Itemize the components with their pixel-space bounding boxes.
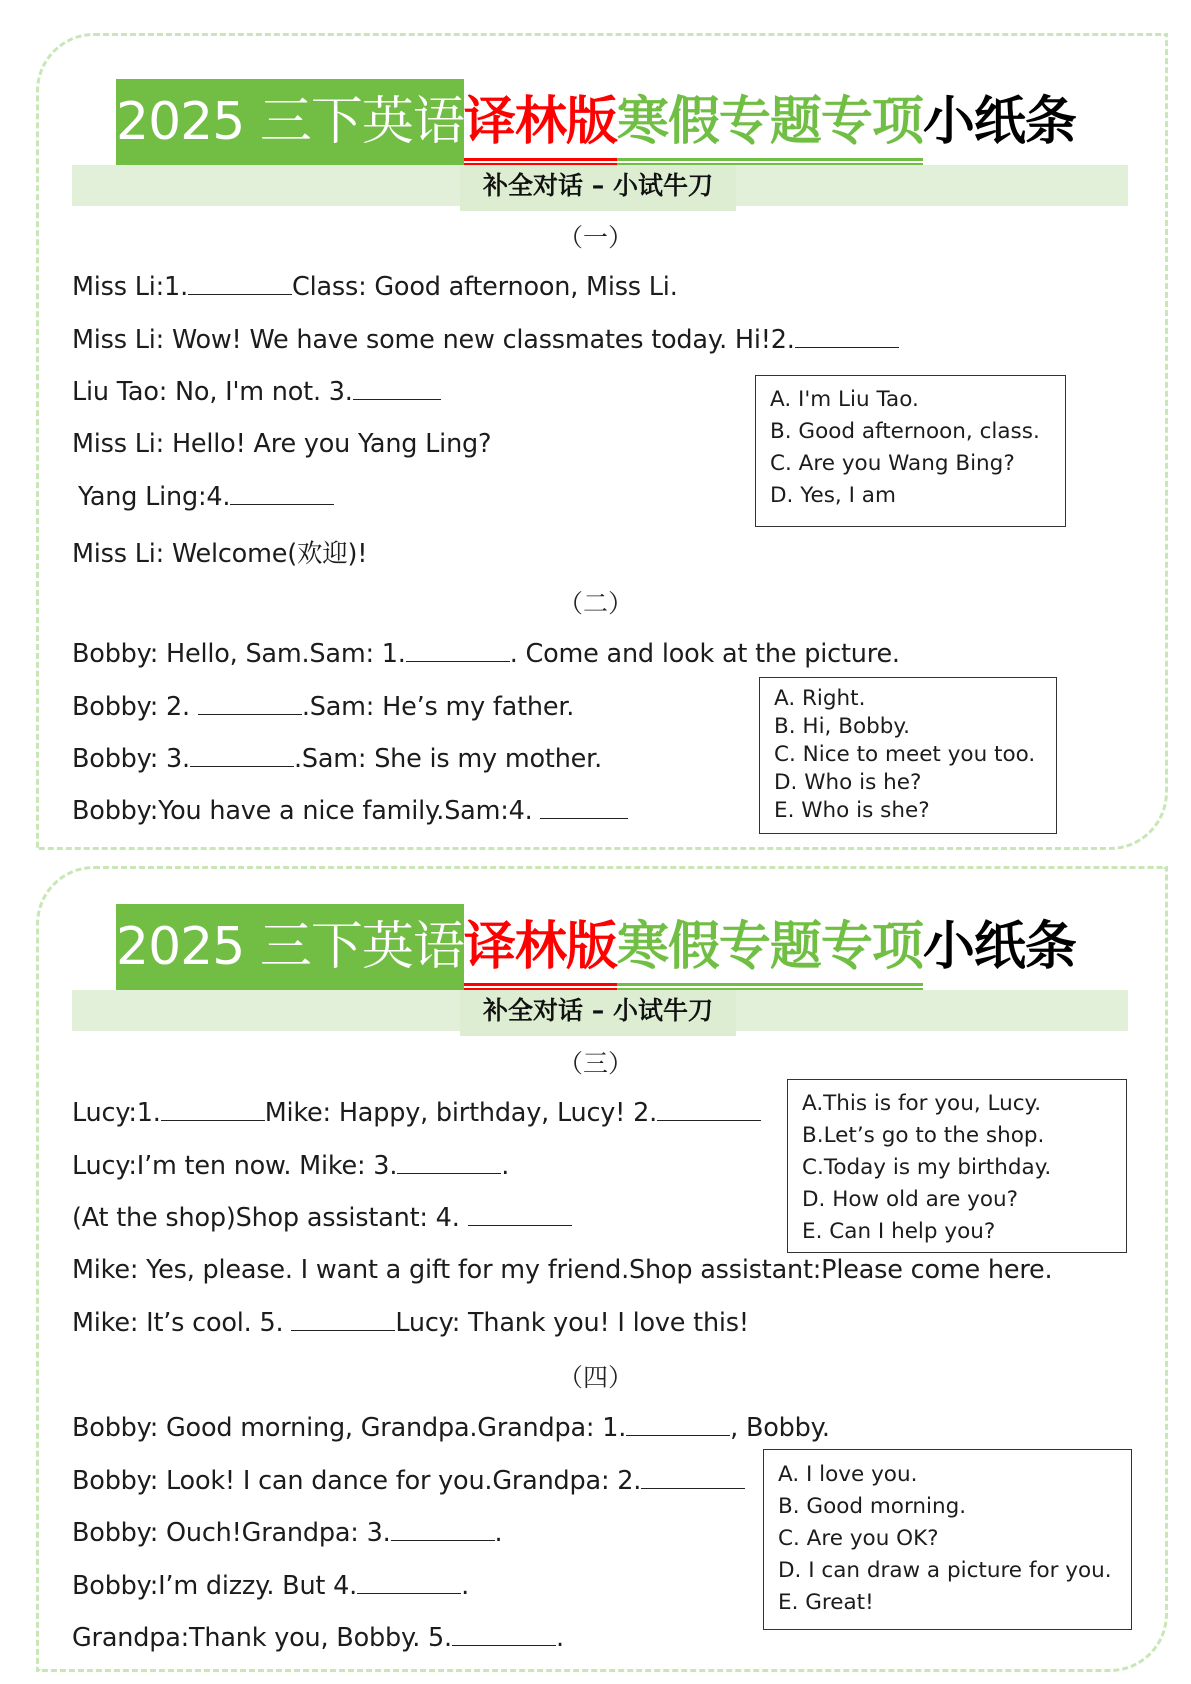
dialogue-line: Bobby: Ouch!Grandpa: 3. . xyxy=(72,1518,503,1548)
option-item: D. Yes, I am xyxy=(770,483,896,508)
option-item: C. Nice to meet you too. xyxy=(774,742,1036,767)
dialogue-line: Mike: Yes, please. I want a gift for my friend.Shop assistant:Please come here. xyxy=(72,1255,1053,1285)
answer-blank[interactable] xyxy=(353,398,441,400)
answer-blank[interactable] xyxy=(657,1119,761,1121)
answer-blank[interactable] xyxy=(161,1119,265,1121)
option-item: A. I love you. xyxy=(778,1462,918,1487)
option-item: A.This is for you, Lucy. xyxy=(802,1091,1042,1116)
option-item: B. Hi, Bobby. xyxy=(774,714,910,739)
answer-blank[interactable] xyxy=(188,293,292,295)
dialogue-line: Yang Ling:4. xyxy=(78,482,334,512)
answer-blank[interactable] xyxy=(452,1644,556,1646)
title-topic: 寒假专题专项 xyxy=(617,79,923,165)
dialogue-line: Miss Li: Wow! We have some new classmates today. Hi!2. xyxy=(72,325,899,355)
option-item: B. Good afternoon, class. xyxy=(770,419,1040,444)
option-item: D. How old are you? xyxy=(802,1187,1019,1212)
option-item: B.Let’s go to the shop. xyxy=(802,1123,1045,1148)
answer-blank[interactable] xyxy=(198,713,302,715)
page-title xyxy=(116,79,1076,165)
section-label: （四） xyxy=(557,1363,633,1392)
title-topic: 寒假专题专项 xyxy=(617,904,923,990)
options-box xyxy=(755,375,1066,527)
answer-blank[interactable] xyxy=(357,1592,461,1594)
option-item: D. I can draw a picture for you. xyxy=(778,1558,1112,1583)
title-suffix: 小纸条 xyxy=(922,917,1076,977)
answer-blank[interactable] xyxy=(795,346,899,348)
answer-blank[interactable] xyxy=(626,1434,730,1436)
option-item: C. Are you Wang Bing? xyxy=(770,451,1015,476)
answer-blank[interactable] xyxy=(397,1172,501,1174)
answer-blank[interactable] xyxy=(641,1487,745,1489)
title-year-grade: 2025 三下英语 xyxy=(116,904,464,990)
section-label: （二） xyxy=(557,589,633,618)
dialogue-line: Grandpa:Thank you, Bobby. 5. . xyxy=(72,1623,564,1653)
answer-blank[interactable] xyxy=(190,765,294,767)
option-item: A. Right. xyxy=(774,686,866,711)
dialogue-line: Miss Li:1. Class: Good afternoon, Miss Li. xyxy=(72,272,678,302)
dialogue-line: Bobby: Hello, Sam.Sam: 1. . Come and look at the picture. xyxy=(72,639,900,669)
option-item: E. Great! xyxy=(778,1590,874,1615)
dialogue-line: Lucy:1. Mike: Happy, birthday, Lucy! 2. xyxy=(72,1098,761,1128)
title-suffix: 小纸条 xyxy=(922,92,1076,152)
title-edition: 译林版 xyxy=(464,904,617,990)
options-box xyxy=(763,1449,1132,1630)
dialogue-line: Bobby: 2. .Sam: He’s my father. xyxy=(72,692,575,722)
dialogue-line: Liu Tao: No, I'm not. 3. xyxy=(72,377,441,407)
title-edition: 译林版 xyxy=(464,79,617,165)
section-label: （一） xyxy=(557,223,633,252)
answer-blank[interactable] xyxy=(468,1224,572,1226)
dialogue-line: Miss Li: Welcome(欢迎)! xyxy=(72,539,368,569)
dialogue-line: Bobby: Look! I can dance for you.Grandpa: 2. xyxy=(72,1466,745,1496)
dialogue-line: Miss Li: Hello! Are you Yang Ling? xyxy=(72,429,492,459)
option-item: E. Who is she? xyxy=(774,798,930,823)
title-year-grade: 2025 三下英语 xyxy=(116,79,464,165)
dialogue-line: Mike: It’s cool. 5. Lucy: Thank you! I love this! xyxy=(72,1308,749,1338)
dialogue-line: Lucy:I’m ten now. Mike: 3. . xyxy=(72,1151,510,1181)
option-item: E. Can I help you? xyxy=(802,1219,996,1244)
options-box xyxy=(787,1079,1127,1253)
answer-blank[interactable] xyxy=(540,817,628,819)
section-label: （三） xyxy=(557,1049,633,1078)
options-box xyxy=(759,677,1057,834)
answer-blank[interactable] xyxy=(391,1539,495,1541)
dialogue-line: Bobby: Good morning, Grandpa.Grandpa: 1. , Bobby. xyxy=(72,1413,830,1443)
option-item: D. Who is he? xyxy=(774,770,922,795)
answer-blank[interactable] xyxy=(406,660,510,662)
subtitle: 补全对话 – 小试牛刀 xyxy=(460,165,736,211)
answer-blank[interactable] xyxy=(230,503,334,505)
option-item: C. Are you OK? xyxy=(778,1526,939,1551)
dialogue-line: Bobby: 3. .Sam: She is my mother. xyxy=(72,744,602,774)
option-item: C.Today is my birthday. xyxy=(802,1155,1052,1180)
option-item: A. I'm Liu Tao. xyxy=(770,387,919,412)
answer-blank[interactable] xyxy=(291,1329,395,1331)
dialogue-line: (At the shop)Shop assistant: 4. xyxy=(72,1203,572,1233)
dialogue-line: Bobby:You have a nice family.Sam:4. xyxy=(72,796,628,826)
subtitle: 补全对话 – 小试牛刀 xyxy=(460,990,736,1036)
dialogue-line: Bobby:I’m dizzy. But 4. . xyxy=(72,1571,469,1601)
option-item: B. Good morning. xyxy=(778,1494,967,1519)
page-title xyxy=(116,904,1076,990)
